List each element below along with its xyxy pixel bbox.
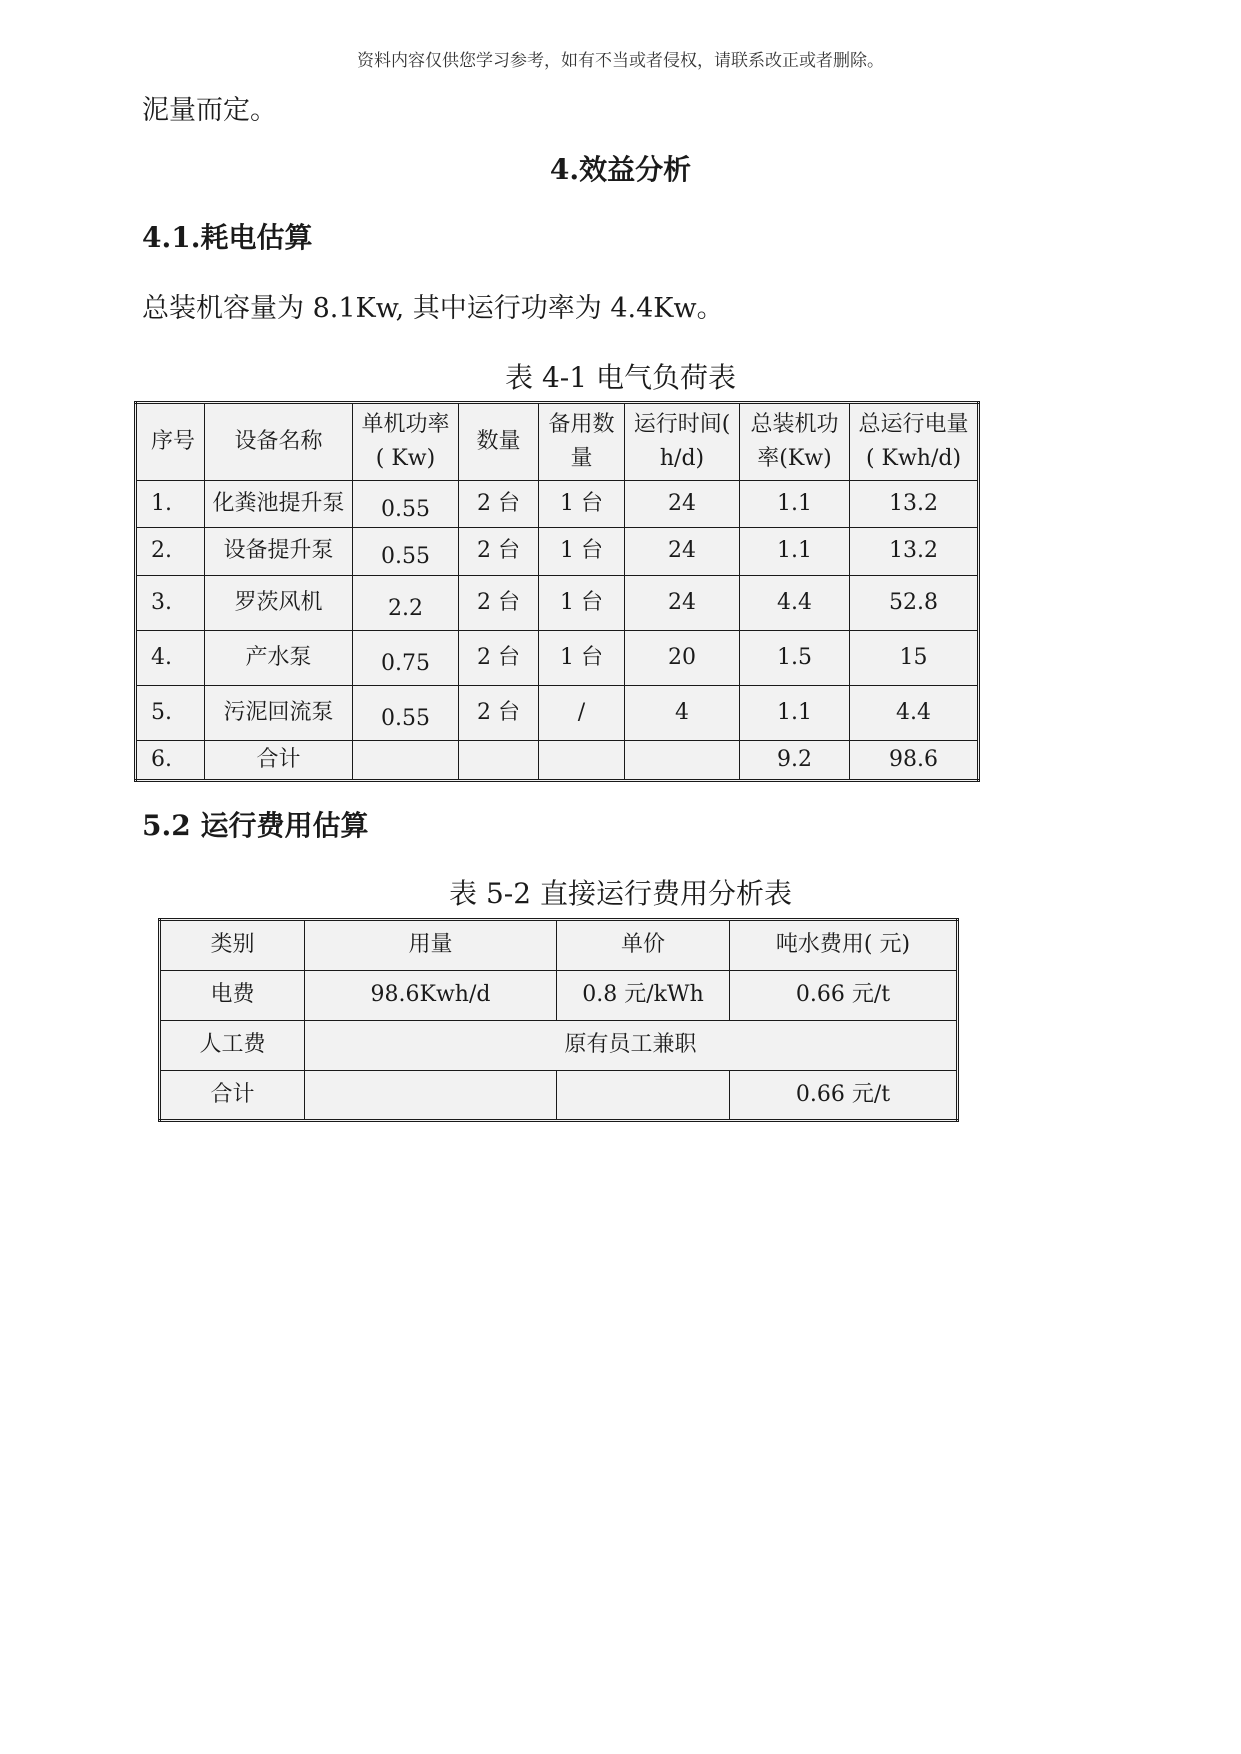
table-cell: 52.8 (850, 576, 979, 631)
table-cell: 2. (136, 528, 205, 576)
table-cell: 1. (136, 481, 205, 528)
header-cell: 总装机功率(Kw) (740, 403, 850, 481)
operating-cost-table (158, 918, 959, 1122)
table-cell: 1.1 (740, 686, 850, 741)
table-cell: 2 台 (459, 576, 539, 631)
table-cell (205, 481, 353, 528)
header-cell: 单机功率( Kw) (353, 403, 459, 481)
unit-power-value: 0.75 (381, 650, 430, 676)
table-cell: 污泥回流泵 (205, 686, 353, 741)
table-cell-merged: 原有员工兼职 (305, 1021, 958, 1071)
table-cell: 电费 (160, 971, 305, 1021)
capacity-paragraph: 总装机容量为 8.1Kw, 其中运行功率为 4.4Kw。 (142, 293, 724, 324)
table-row (136, 686, 979, 741)
table-cell (625, 741, 740, 781)
header-cell: 单价 (557, 920, 730, 971)
table-cell: 98.6 (850, 741, 979, 781)
table-cell: 0.66 元/t (730, 971, 958, 1021)
table-cell: 产水泵 (205, 631, 353, 686)
table-cell: 4.4 (740, 576, 850, 631)
table-cell: 13.2 (850, 481, 979, 528)
table-cell: 0.8 元/kWh (557, 971, 730, 1021)
header-cell: 用量 (305, 920, 557, 971)
header-cell: 序号 (136, 403, 205, 481)
table-cell: 设备提升泵 (205, 528, 353, 576)
table-row (136, 576, 979, 631)
table-cell (353, 686, 459, 741)
section-title: 4.效益分析 (549, 153, 692, 186)
table-cell (539, 741, 625, 781)
table-row (136, 631, 979, 686)
table-cell: 人工费 (160, 1021, 305, 1071)
table-row (136, 481, 979, 528)
table-cell (459, 741, 539, 781)
table-cell: 4. (136, 631, 205, 686)
subsection-title-cost: 5.2 运行费用估算 (142, 809, 369, 842)
header-cell: 运行时间( h/d) (625, 403, 740, 481)
header-cell: 总运行电量( Kwh/d) (850, 403, 979, 481)
table-cell: 2 台 (459, 631, 539, 686)
table-cell (353, 481, 459, 528)
header-cell: 设备名称 (205, 403, 353, 481)
table2-caption: 表 5-2 直接运行费用分析表 (449, 877, 792, 910)
table-cell: 1.1 (740, 528, 850, 576)
table-row (160, 1021, 958, 1071)
header-cell: 类别 (160, 920, 305, 971)
table-cell (305, 1071, 557, 1121)
table-row (136, 528, 979, 576)
table-cell: 15 (850, 631, 979, 686)
table-cell: 4.4 (850, 686, 979, 741)
table-cell: 合计 (160, 1071, 305, 1121)
table-cell: 0.66 元/t (730, 1071, 958, 1121)
table-total-row (160, 1071, 958, 1121)
unit-power-value: 0.55 (381, 544, 430, 570)
equipment-name: 化粪池提升泵 (212, 491, 345, 517)
table-cell: 1 台 (539, 631, 625, 686)
table-header-row (160, 920, 958, 971)
table-cell: 20 (625, 631, 740, 686)
table-cell: 2 台 (459, 528, 539, 576)
table-header-row (136, 403, 979, 481)
header-cell: 吨水费用( 元) (730, 920, 958, 971)
table-cell (557, 1071, 730, 1121)
table-cell: 1 台 (539, 481, 625, 528)
table-cell (353, 741, 459, 781)
table-cell (353, 631, 459, 686)
table-row (160, 971, 958, 1021)
table-cell: 3. (136, 576, 205, 631)
table-cell: 24 (625, 528, 740, 576)
intro-tail-text: 泥量而定。 (142, 95, 277, 126)
table-cell: 1.1 (740, 481, 850, 528)
table-cell: / (539, 686, 625, 741)
unit-power-value: 2.2 (388, 595, 423, 621)
table-cell: 1.5 (740, 631, 850, 686)
table-cell: 5. (136, 686, 205, 741)
table1-caption: 表 4-1 电气负荷表 (505, 361, 736, 394)
header-cell: 数量 (459, 403, 539, 481)
table-cell: 2 台 (459, 686, 539, 741)
table-cell: 1 台 (539, 576, 625, 631)
unit-power-value: 0.55 (381, 496, 430, 522)
page-header-note: 资料内容仅供您学习参考，如有不当或者侵权，请联系改正或者删除。 (357, 51, 884, 71)
unit-power-value: 0.55 (381, 705, 430, 731)
electric-load-table (134, 401, 980, 782)
table-cell: 6. (136, 741, 205, 781)
table-cell (353, 528, 459, 576)
table-total-row (136, 741, 979, 781)
table-cell: 合计 (205, 741, 353, 781)
table-cell: 1 台 (539, 528, 625, 576)
table-cell: 9.2 (740, 741, 850, 781)
table-cell: 13.2 (850, 528, 979, 576)
table-cell: 98.6Kwh/d (305, 971, 557, 1021)
table-cell: 罗茨风机 (205, 576, 353, 631)
table-cell: 2 台 (459, 481, 539, 528)
subsection-title-power: 4.1.耗电估算 (142, 221, 313, 254)
table-cell: 24 (625, 576, 740, 631)
table-cell: 24 (625, 481, 740, 528)
table-cell (353, 576, 459, 631)
table-cell: 4 (625, 686, 740, 741)
header-cell: 备用数量 (539, 403, 625, 481)
